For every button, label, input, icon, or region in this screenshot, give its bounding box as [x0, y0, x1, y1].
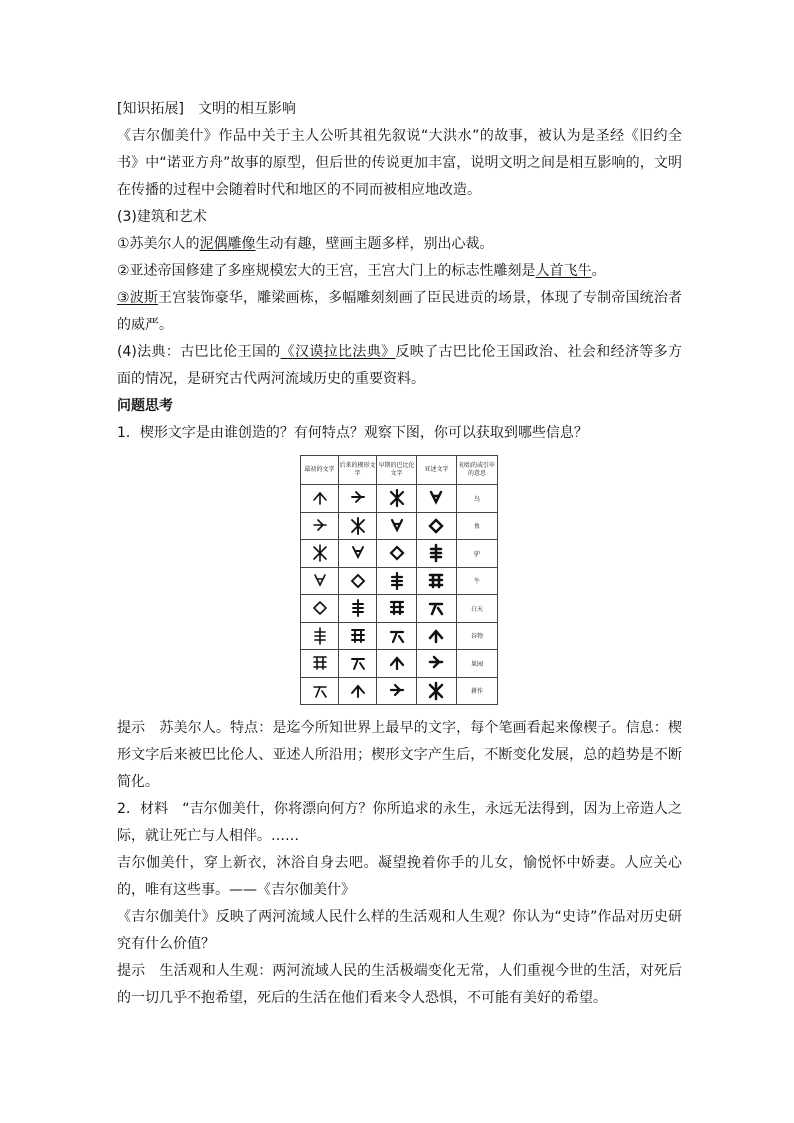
arch-item-3 [117, 285, 682, 339]
cuneiform-glyph-icon [426, 516, 446, 536]
question-2-prompt: 《吉尔伽美什》反映了两河流域人民什么样的生活观和人生观？你认为“史诗”作品对历史研究有什么价值？ [117, 909, 682, 952]
glyph-cell [416, 622, 456, 650]
glyph-cell [377, 595, 417, 623]
arch-item-1-text-b: 生动有趣，壁画主题多样，别出心裁。 [255, 236, 494, 252]
glyph-cell [301, 485, 339, 513]
glyph-cell [416, 677, 456, 705]
arch-item-2 [117, 258, 682, 285]
cuneiform-glyph-icon [348, 571, 368, 591]
cuneiform-glyph-icon [348, 516, 368, 536]
glyph-cell [377, 567, 417, 595]
extension-tag: [知识拓展] [117, 101, 184, 117]
glyph-cell [377, 485, 417, 513]
glyph-cell [377, 677, 417, 705]
glyph-cell [301, 650, 339, 678]
cuneiform-table-row [301, 595, 498, 623]
glyph-cell [416, 595, 456, 623]
glyph-cell [301, 512, 339, 540]
cuneiform-glyph-icon [387, 571, 407, 591]
header-cell: 亚述文字 [416, 456, 456, 485]
glyph-cell [377, 540, 417, 568]
glyph-cell [377, 650, 417, 678]
arch-item-1 [117, 231, 682, 258]
arch-item-1-underline: 泥偶雕像 [199, 236, 256, 252]
cuneiform-table-row [301, 622, 498, 650]
extension-heading [117, 96, 682, 123]
cuneiform-glyph-icon [310, 653, 330, 673]
cuneiform-glyph-icon [310, 598, 330, 618]
glyph-cell [339, 540, 377, 568]
arch-heading: (3)建筑和艺术 [117, 209, 207, 225]
glyph-cell [416, 485, 456, 513]
cuneiform-glyph-icon [310, 543, 330, 563]
meaning-cell: 牛 [456, 567, 497, 595]
cuneiform-glyph-icon [348, 543, 368, 563]
cuneiform-table-body [301, 485, 498, 705]
meaning-cell: 谷物 [456, 622, 497, 650]
cuneiform-glyph-icon [348, 653, 368, 673]
cuneiform-table-row [301, 512, 498, 540]
meaning-cell: 鸟 [456, 485, 497, 513]
arch-item-2-text-a: ②亚述帝国修建了多座规模宏大的王宫，王宫大门上的标志性雕刻是 [117, 263, 536, 279]
cuneiform-glyph-icon [310, 626, 330, 646]
cuneiform-glyph-icon [426, 653, 446, 673]
cuneiform-glyph-icon [348, 681, 368, 701]
cuneiform-glyph-icon [348, 488, 368, 508]
cuneiform-glyph-icon [387, 598, 407, 618]
glyph-cell [339, 485, 377, 513]
question-2-material-1: 2．材料 “吉尔伽美什，你将漂向何方？你所追求的永生，永远无法得到，因为上帝造人之际，就让死亡与人相伴。…… [117, 801, 682, 844]
cuneiform-glyph-icon [426, 626, 446, 646]
extension-body: 《吉尔伽美什》作品中关于主人公听其祖先叙说“大洪水”的故事，被认为是圣经《旧约全书》中“诺亚方舟”故事的原型，但后世的传说更加丰富，说明文明之间是相互影响的，文明在传播的过程中会随着时代和地区的不同而被相应地改造。 [117, 128, 682, 198]
cuneiform-glyph-icon [387, 488, 407, 508]
glyph-cell [416, 567, 456, 595]
cuneiform-table-wrap [300, 455, 498, 705]
cuneiform-table-row [301, 650, 498, 678]
arch-item-2-underline: 人首飞牛 [535, 263, 592, 279]
glyph-cell [416, 650, 456, 678]
arch-item-3-underline: ③波斯 [117, 290, 159, 306]
glyph-cell [377, 622, 417, 650]
arch-item-3-text: 王宫装饰豪华，雕梁画栋，多幅雕刻刻画了臣民进贡的场景，体现了专制帝国统治者的威严。 [117, 290, 682, 333]
glyph-cell [416, 512, 456, 540]
cuneiform-glyph-icon [426, 543, 446, 563]
arch-item-2-text-b: 。 [591, 263, 606, 279]
cuneiform-glyph-icon [310, 516, 330, 536]
cuneiform-glyph-icon [310, 681, 330, 701]
header-cell: 后来的楔形文字 [339, 456, 377, 485]
glyph-cell [301, 677, 339, 705]
glyph-cell [339, 512, 377, 540]
meaning-cell: 鱼 [456, 512, 497, 540]
cuneiform-glyph-icon [426, 571, 446, 591]
header-cell: 初始的或引申的意思 [456, 456, 497, 485]
law-text-a: (4)法典：古巴比伦王国的 [117, 344, 281, 360]
extension-title: 文明的相互影响 [197, 101, 296, 117]
glyph-cell [339, 677, 377, 705]
glyph-cell [339, 567, 377, 595]
law-underline: 《汉谟拉比法典》 [280, 344, 396, 360]
question-2-material-2: 吉尔伽美什，穿上新衣，沐浴自身去吧。凝望挽着你手的儿女，愉悦怀中娇妻。人应关心的，唯有这些事。——《吉尔伽美什》 [117, 855, 682, 898]
document-content [117, 96, 682, 1012]
cuneiform-glyph-icon [426, 681, 446, 701]
cuneiform-glyph-icon [387, 681, 407, 701]
cuneiform-glyph-icon [348, 598, 368, 618]
glyph-cell [301, 567, 339, 595]
meaning-cell: 耕作 [456, 677, 497, 705]
glyph-cell [339, 650, 377, 678]
meaning-cell: 驴 [456, 540, 497, 568]
answer-2: 提示 生活观和人生观：两河流域人民的生活极端变化无常，人们重视今世的生活，对死后的一切几乎不抱希望，死后的生活在他们看来令人恐惧，不可能有美好的希望。 [117, 963, 682, 1006]
glyph-cell [301, 595, 339, 623]
law-text-b: 反映了古巴比伦王国政治、社会和经济等多方面的情况，是研究古代两河流域历史的重要资料。 [117, 344, 682, 387]
glyph-cell [301, 540, 339, 568]
cuneiform-table-row [301, 540, 498, 568]
questions-heading: 问题思考 [117, 398, 173, 414]
cuneiform-glyph-icon [426, 598, 446, 618]
cuneiform-glyph-icon [426, 488, 446, 508]
cuneiform-table-row [301, 677, 498, 705]
glyph-cell [377, 512, 417, 540]
cuneiform-table-row [301, 485, 498, 513]
cuneiform-glyph-icon [387, 543, 407, 563]
answer-1: 提示 苏美尔人。特点：是迄今所知世界上最早的文字，每个笔画看起来像楔子。信息：楔形文字后来被巴比伦人、亚述人所沿用；楔形文字产生后，不断变化发展，总的趋势是不断简化。 [117, 720, 682, 790]
meaning-cell: 白天 [456, 595, 497, 623]
question-1: 1．楔形文字是由谁创造的？有何特点？观察下图，你可以获取到哪些信息？ [117, 425, 588, 441]
arch-item-1-text-a: ①苏美尔人的 [117, 236, 200, 252]
glyph-cell [416, 540, 456, 568]
glyph-cell [339, 622, 377, 650]
glyph-cell [301, 622, 339, 650]
cuneiform-glyph-icon [310, 571, 330, 591]
cuneiform-table [300, 455, 498, 705]
cuneiform-glyph-icon [387, 653, 407, 673]
header-cell: 最初的文字 [301, 456, 339, 485]
header-cell: 早期的巴比伦文字 [377, 456, 417, 485]
cuneiform-table-row [301, 567, 498, 595]
cuneiform-table-header-row [301, 456, 498, 485]
law-paragraph [117, 339, 682, 393]
glyph-cell [339, 595, 377, 623]
cuneiform-glyph-icon [310, 488, 330, 508]
cuneiform-glyph-icon [387, 626, 407, 646]
cuneiform-glyph-icon [348, 626, 368, 646]
cuneiform-glyph-icon [387, 516, 407, 536]
meaning-cell: 果园 [456, 650, 497, 678]
